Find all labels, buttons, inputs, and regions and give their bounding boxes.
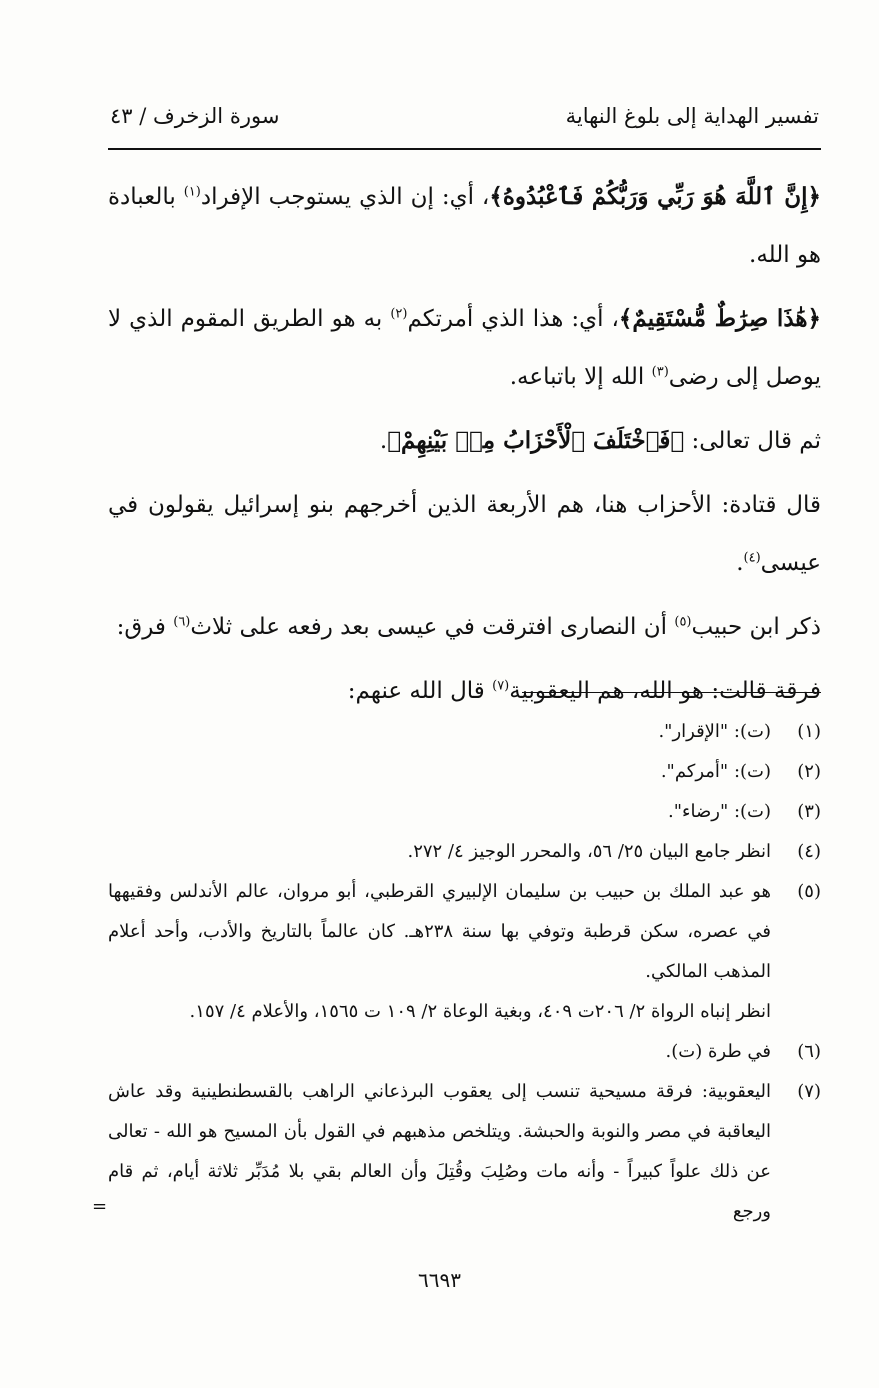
footnote-ref[interactable]: (١) — [183, 184, 201, 200]
footnote-ref[interactable]: (٤) — [743, 550, 761, 566]
footnote-ref[interactable]: (٥) — [674, 614, 692, 630]
header-rule — [108, 148, 821, 150]
quran-verse: ﴿إِنَّ ٱللَّهَ هُوَ رَبِّي وَرَبُّكُمْ فَٱعْبُدُوهُ﴾ — [489, 183, 821, 210]
footnote-6 — [108, 1032, 821, 1072]
text: ذكر ابن حبيب — [691, 614, 821, 640]
main-text — [108, 168, 821, 726]
quran-verse: ﴿فَٱخْتَلَفَ ٱلْأَحْزَابُ مِنۢ بَيْنِهِمْ﴾ — [387, 427, 685, 454]
page-number: ٦٦٩٣ — [418, 1268, 461, 1292]
footnote-ref[interactable]: (٧) — [492, 678, 510, 694]
footnote-rule — [522, 692, 821, 693]
footnote-5 — [108, 872, 821, 992]
footnote-5-sources — [108, 992, 821, 1032]
text: . — [379, 428, 388, 454]
footnote-text: اليعقوبية: فرقة مسيحية تنسب إلى يعقوب البرذعاني الراهب بالقسطنطينية وقد عاش اليعاقبة في مصر والنوبة والحبشة. ويتلخص مذهبهم في القول بأن المسيح هو الله - تعالى عن ذلك علواً كبيراً - وأنه مات وصُلِبَ وقُتِلَ وأن العالم بقي بلا مُدَبِّر ثلاثة أيام، ثم قام ورجع — [108, 1081, 771, 1222]
footnote-number: (٢) — [797, 761, 821, 782]
continuation-mark: = — [92, 1196, 108, 1217]
footnote-ref[interactable]: (٢) — [390, 306, 408, 322]
footnote-ref[interactable]: (٦) — [173, 614, 191, 630]
text: أن النصارى افترقت في عيسى بعد رفعه على ثلاث — [190, 614, 675, 640]
footnote-3 — [108, 792, 821, 832]
footnote-ref[interactable]: (٣) — [651, 364, 669, 380]
footnote-number: (٧) — [797, 1081, 821, 1102]
text: ثم قال تعالى: — [684, 428, 821, 454]
footnote-text: انظر جامع البيان ٢٥/ ٥٦، والمحرر الوجيز ٤/ ٢٧٢. — [407, 841, 771, 862]
footnote-1 — [108, 712, 821, 752]
quran-verse: ﴿هَٰذَا صِرَٰطٌ مُّسْتَقِيمٌ﴾ — [618, 305, 821, 332]
text: به هو الطريق المقوم الذي لا يوصل إلى رضى — [108, 306, 821, 390]
footnote-text: (ت): "الإقرار". — [658, 721, 771, 742]
text: . — [736, 550, 744, 576]
paragraph-1 — [108, 168, 821, 284]
footnote-text: انظر إنباه الرواة ٢/ ٢٠٦ت ٤٠٩، وبغية الوعاة ٢/ ١٠٩ ت ١٥٦٥، والأعلام ٤/ ١٥٧. — [189, 1001, 771, 1022]
footnote-number: (٣) — [797, 801, 821, 822]
footnote-number: (٦) — [797, 1041, 821, 1062]
footnotes — [108, 712, 821, 1232]
surah-reference: سورة الزخرف / ٤٣ — [110, 104, 280, 128]
footnote-7 — [108, 1072, 821, 1232]
paragraph-5 — [108, 598, 821, 656]
footnote-text: (ت): "رضاء". — [668, 801, 771, 822]
footnote-2 — [108, 752, 821, 792]
footnote-text: هو عبد الملك بن حبيب بن سليمان الإلبيري القرطبي، أبو مروان، عالم الأندلس وفقيهها في عصره، سكن قرطبة وتوفي بها سنة ٢٣٨هـ. كان عالماً بالتاريخ والأدب، وأحد أعلام المذهب المالكي. — [108, 881, 772, 982]
text: قال الله عنهم: — [347, 678, 493, 704]
book-title: تفسير الهداية إلى بلوغ النهاية — [565, 104, 819, 128]
running-head — [110, 104, 819, 140]
text: قال قتادة: الأحزاب هنا، هم الأربعة الذين أخرجهم بنو إسرائيل يقولون في عيسى — [108, 492, 821, 576]
footnote-text: (ت): "أمركم". — [660, 761, 771, 782]
footnote-number: (٥) — [797, 881, 821, 902]
footnote-number: (٤) — [797, 841, 821, 862]
footnote-text: في طرة (ت). — [665, 1041, 771, 1062]
text: فرق: — [116, 614, 174, 640]
paragraph-4 — [108, 476, 821, 592]
text: فرقة قالت: هو الله، هم اليعقوبية — [509, 678, 821, 704]
text: الله إلا باتباعه. — [509, 364, 652, 390]
footnote-number: (١) — [797, 721, 821, 742]
footnote-4 — [108, 832, 821, 872]
paragraph-2 — [108, 290, 821, 406]
text: ، أي: إن الذي يستوجب الإفراد — [200, 184, 490, 210]
paragraph-3 — [108, 412, 821, 470]
text: بالعبادة هو الله. — [108, 184, 821, 268]
text: ، أي: هذا الذي أمرتكم — [407, 306, 619, 332]
